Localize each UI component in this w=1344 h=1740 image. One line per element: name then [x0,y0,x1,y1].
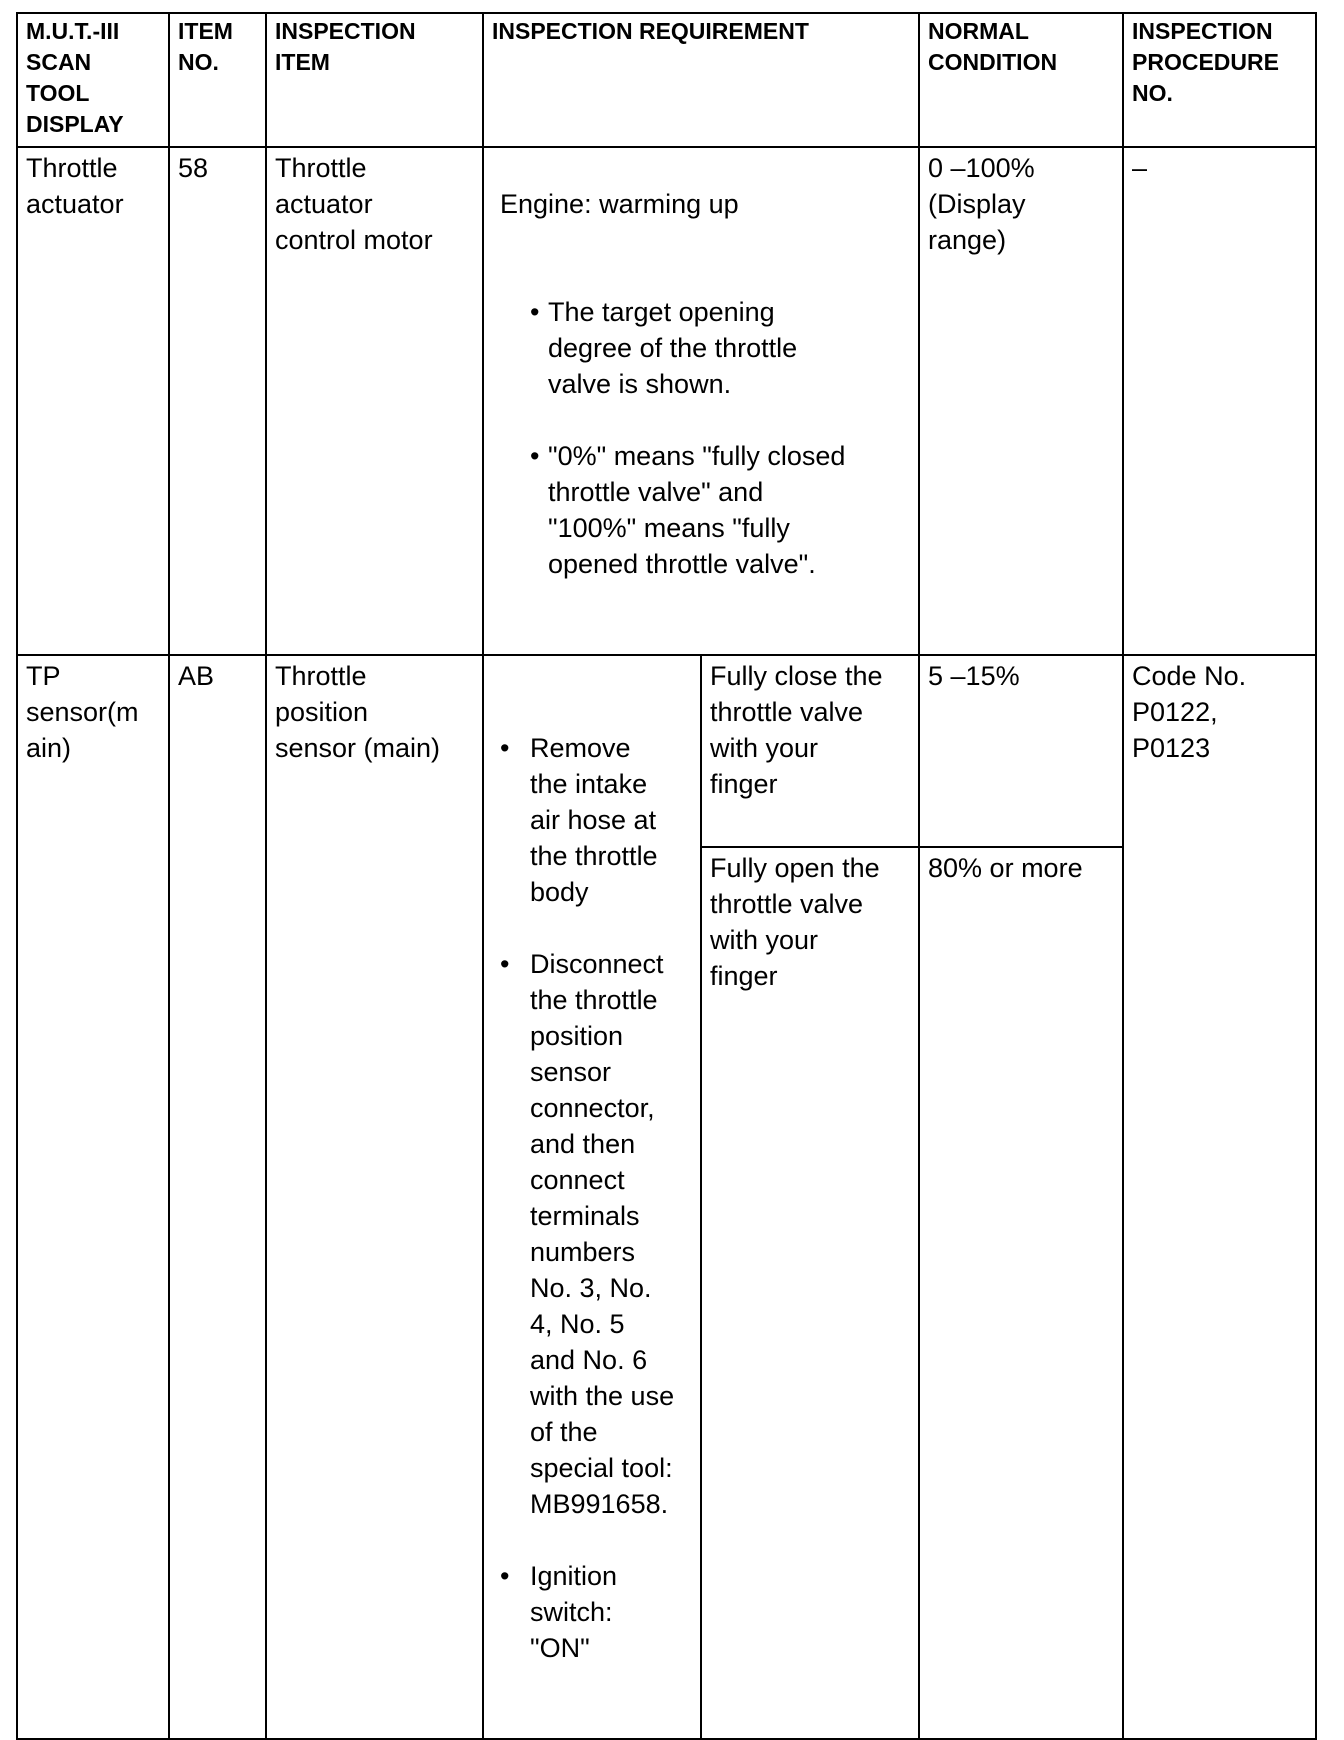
cell-requirement-steps [483,655,701,1739]
cell-item-no: AB [169,655,266,1739]
header-row [17,13,1316,147]
requirement-head: Engine: warming up [500,189,739,219]
cell-normal-condition: 80% or more [919,847,1123,1739]
cell-display: Throttle actuator [17,147,169,655]
header-normal-condition: NORMAL CONDITION [919,13,1123,147]
cell-procedure-no: Code No. P0122, P0123 [1123,655,1316,1739]
header-inspection-item: INSPECTION ITEM [266,13,483,147]
cell-condition-action: Fully open the throttle valve with your finger [701,847,919,1739]
list-item: • Remove the intake air hose at the throttle body [498,730,696,910]
header-display: M.U.T.-III SCAN TOOL DISPLAY [17,13,169,147]
header-item-no: ITEM NO. [169,13,266,147]
list-item: • Disconnect the throttle position sensor connector, and then connect terminals numbers No. 3, No. 4, No. 5 and No. 6 with the use of the special tool: MB991658. [498,946,696,1522]
inspection-table [16,12,1317,1740]
cell-item-no: 58 [169,147,266,655]
cell-inspection-item: Throttle actuator control motor [266,147,483,655]
cell-inspection-item: Throttle position sensor (main) [266,655,483,1739]
table-row [17,655,1316,847]
cell-display: TP sensor(m ain) [17,655,169,1739]
list-item: • The target opening degree of the throttle valve is shown. [500,294,910,402]
cell-normal-condition: 0 –100% (Display range) [919,147,1123,655]
cell-normal-condition: 5 –15% [919,655,1123,847]
requirement-list [500,258,910,618]
header-procedure-no: INSPECTION PROCEDURE NO. [1123,13,1316,147]
header-requirement: INSPECTION REQUIREMENT [483,13,919,147]
list-item: • Ignition switch: "ON" [498,1558,696,1666]
cell-requirement [483,147,919,655]
list-item: • "0%" means "fully closed throttle valve" and "100%" means "fully opened throttle valve". [500,438,910,582]
table-row [17,147,1316,655]
cell-procedure-no: – [1123,147,1316,655]
cell-condition-action: Fully close the throttle valve with your finger [701,655,919,847]
requirement-steps-list [498,694,696,1702]
